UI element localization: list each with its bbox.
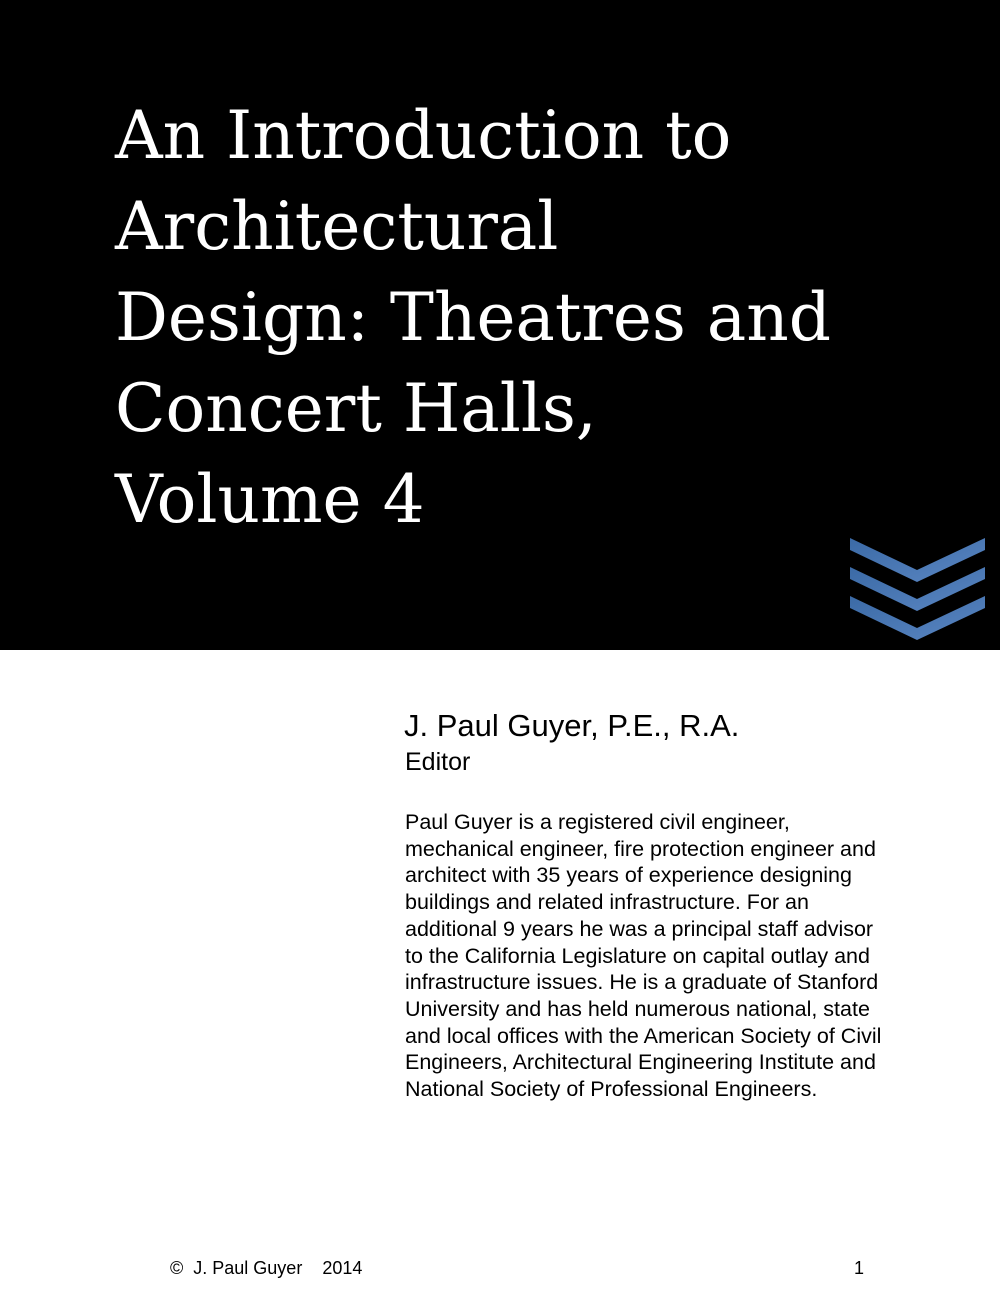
bio-line: buildings and related infrastructure. For an	[405, 890, 809, 915]
cover-title-line: Design: Theatres and	[115, 279, 831, 356]
author-bio	[405, 809, 980, 1103]
bio-line: Engineers, Architectural Engineering Institute and	[405, 1050, 876, 1075]
chevron-stack-icon	[850, 538, 985, 640]
cover-title-line: An Introduction to	[115, 97, 732, 174]
bio-line: to the California Legislature on capital outlay and	[405, 943, 870, 968]
bio-line: National Society of Professional Engineers.	[405, 1077, 818, 1102]
cover-title-line: Concert Halls,	[115, 370, 597, 447]
bio-line: infrastructure issues. He is a graduate of Stanford	[405, 970, 879, 995]
bio-line: Paul Guyer is a registered civil engineer,	[405, 810, 790, 834]
bio-line: architect with 35 years of experience designing	[405, 863, 852, 888]
footer-copyright: © J. Paul Guyer 2014	[170, 1258, 363, 1278]
bio-line: University and has held numerous national, state	[405, 996, 870, 1021]
editor-role: Editor	[405, 748, 471, 776]
cover-title	[115, 90, 975, 545]
bio-line: and local offices with the American Society of Civil	[405, 1023, 882, 1048]
cover-title-line: Volume 4	[115, 461, 425, 538]
editor-name: J. Paul Guyer, P.E., R.A.	[404, 708, 740, 743]
cover-title-line: Architectural	[115, 188, 559, 265]
bio-line: additional 9 years he was a principal staff advisor	[405, 916, 874, 941]
page-number: 1	[854, 1258, 865, 1278]
bio-line: mechanical engineer, fire protection engineer and	[405, 836, 876, 861]
